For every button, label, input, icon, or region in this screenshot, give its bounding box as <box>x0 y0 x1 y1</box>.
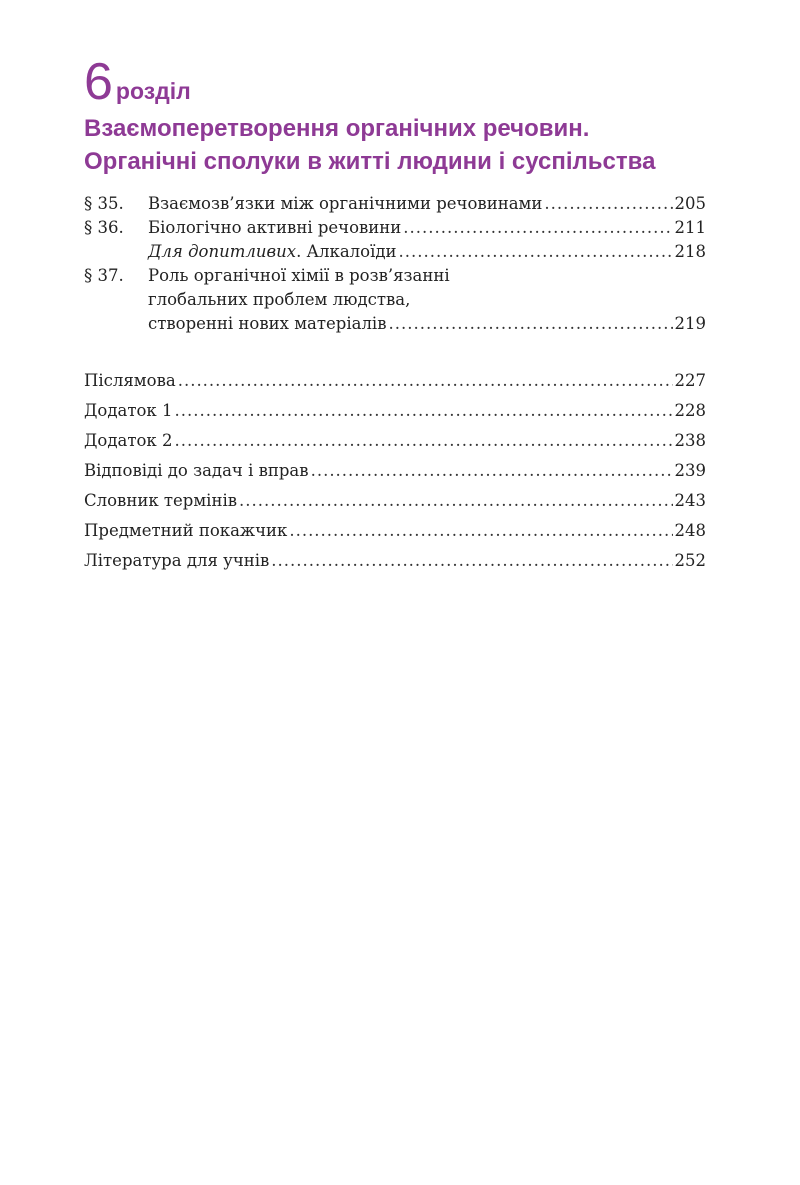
dot-leader <box>239 486 672 516</box>
page-number: 211 <box>674 218 706 237</box>
toc-entry-37-line-2[interactable] <box>84 288 706 312</box>
page-number: 228 <box>674 401 706 420</box>
toc-entry-subject-index[interactable] <box>84 516 706 546</box>
section-number: § 37. <box>84 266 124 285</box>
curious-rest: . Алкалоїди <box>296 242 397 261</box>
dot-leader <box>403 216 672 240</box>
page-number: 252 <box>674 551 706 570</box>
page-number: 227 <box>674 371 706 390</box>
toc-entry-37-line-1[interactable] <box>84 264 706 288</box>
section-title-line-2: глобальних проблем людства, <box>148 290 411 309</box>
chapter-number: 6 <box>84 53 113 111</box>
section-title <box>148 240 397 264</box>
backmatter-toc <box>84 366 706 576</box>
chapter-heading <box>84 53 706 111</box>
page-number: 239 <box>674 461 706 480</box>
dot-leader <box>311 456 673 486</box>
dot-leader <box>271 546 672 576</box>
chapter-toc <box>84 192 706 336</box>
section-number: § 36. <box>84 218 124 237</box>
chapter-word: розділ <box>115 78 191 104</box>
page-number: 218 <box>674 242 706 261</box>
toc-entry-glossary[interactable] <box>84 486 706 516</box>
entry-title: Додаток 1 <box>84 401 173 420</box>
chapter-title <box>84 112 706 178</box>
toc-entry-literature[interactable] <box>84 546 706 576</box>
toc-entry-afterword[interactable] <box>84 366 706 396</box>
toc-page <box>84 53 706 576</box>
curious-label: Для допитливих <box>148 242 297 261</box>
section-title: Взаємозв’язки між органічними речовинами <box>148 194 543 213</box>
section-title: Біологічно активні речовини <box>148 218 402 237</box>
toc-entry-curious[interactable] <box>84 240 706 264</box>
section-number: § 35. <box>84 194 124 213</box>
dot-leader <box>174 426 672 456</box>
entry-title: Література для учнів <box>84 551 270 570</box>
toc-entry-35[interactable] <box>84 192 706 216</box>
entry-title: Післямова <box>84 371 176 390</box>
toc-entry-37-line-3[interactable] <box>84 312 706 336</box>
page-number: 243 <box>674 491 706 510</box>
entry-title: Словник термінів <box>84 491 238 510</box>
chapter-title-line-2: Органічні сполуки в житті людини і суспільства <box>84 148 656 175</box>
dot-leader <box>174 396 672 426</box>
chapter-title-line-1: Взаємоперетворення органічних речовин. <box>84 115 590 142</box>
entry-title: Додаток 2 <box>84 431 173 450</box>
toc-entry-appendix-1[interactable] <box>84 396 706 426</box>
entry-title: Предметний покажчик <box>84 521 288 540</box>
section-title-line-3: створенні нових матеріалів <box>148 314 387 333</box>
page-number: 219 <box>674 314 706 333</box>
entry-title: Відповіді до задач і вправ <box>84 461 309 480</box>
toc-entry-36[interactable] <box>84 216 706 240</box>
dot-leader <box>399 240 673 264</box>
toc-entry-appendix-2[interactable] <box>84 426 706 456</box>
dot-leader <box>178 366 673 396</box>
dot-leader <box>544 192 672 216</box>
section-title-line-1: Роль органічної хімії в розв’язанні <box>148 266 450 285</box>
dot-leader <box>389 312 673 336</box>
page-number: 238 <box>674 431 706 450</box>
dot-leader <box>289 516 672 546</box>
page-number: 248 <box>674 521 706 540</box>
page-number: 205 <box>674 194 706 213</box>
toc-entry-answers[interactable] <box>84 456 706 486</box>
